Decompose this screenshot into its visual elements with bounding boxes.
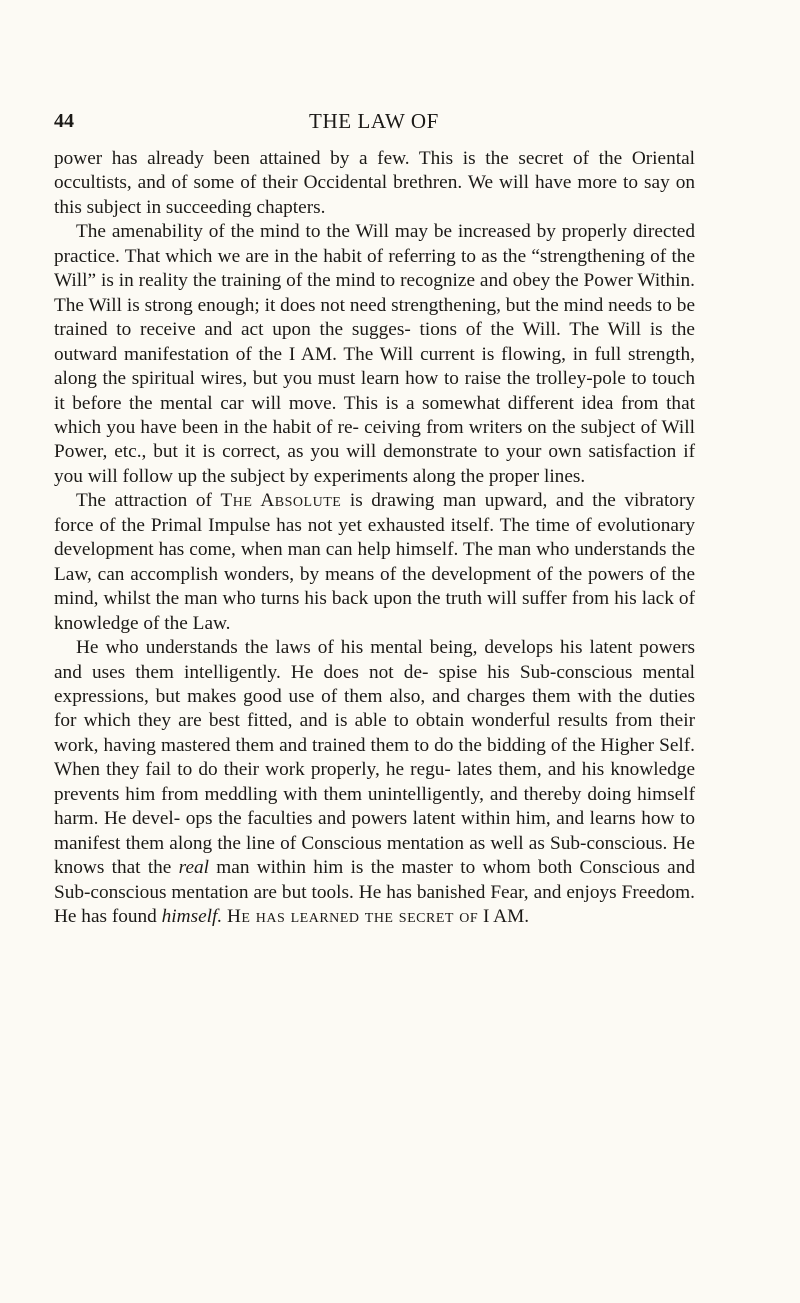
paragraph-1: power has already been attained by a few. This is the secret of the Oriental occultists, and of some of their Occidental brethren. We will have more to say on this subject in succeeding chapters. [54, 148, 695, 218]
i-am-final: I AM. [482, 906, 530, 928]
paragraph-3-text-end: is drawing man upward, and the vibratory force of the Primal Impulse has not yet exhausted itself. The time of evolutionary development has come, when man can help himself. The man who understands the Law, can accomplish wonders, by means of the development of the powers of the mind, whilst the man who turns his back upon the truth will suffer from his lack of knowledge of the Law. [54, 490, 696, 634]
paragraph-4 [54, 636, 695, 929]
real-italic: real [178, 857, 209, 879]
body-text [54, 147, 695, 930]
paragraph-4-text-start: He who understands the laws of his mental being, develops his latent powers and uses them intelligently. He does not de- spise his Sub-conscious mental expressions, but makes good use of them also, and charges them with the duties for which they are best fitted, and is able to obtain wonderful results from their work, having mastered them and trained them to do the bidding of the Higher Self. When they fail to do their work properly, he regu- lates them, and his knowledge prevents him from meddling with them unintelligently, and thereby doing himself harm. He devel- ops the faculties and powers latent within him, and learns how to manifest them along the line of Conscious mentation as well as Sub-conscious. He knows that the [54, 637, 695, 879]
running-title: THE LAW OF [309, 109, 439, 133]
page-header [54, 106, 694, 136]
page-number: 44 [54, 110, 74, 132]
paragraph-3-text-start: The attraction of [76, 490, 212, 512]
paragraph-2: The amenability of the mind to the Will may be increased by properly directed practice. That which we are in the habit of referring to as the “strengthening of the Will” is in reality the training of the mind to recognize and obey the Power Within. The Will is strong enough; it does not need strengthening, but the mind needs to be trained to receive and act upon the sugges- tions of the Will. The Will is the outward manifestation of the I AM. The Will current is flowing, in full strength, along the spiritual wires, but you must learn how to raise the trolley-pole to touch it before the mental car will move. This is a somewhat different idea from that which you have been in the habit of re- ceiving from writers on the subject of Will Power, etc., but it is correct, as you will demonstrate to your own satisfaction if you will follow up the subject by experiments along the proper lines. [54, 221, 695, 487]
paragraph-3 [54, 489, 695, 636]
the-absolute-smallcaps: The Absolute [220, 490, 342, 512]
paragraph-4-text-middle: man within him is the master to whom both Conscious and Sub-conscious mentation are but tools. He has banished Fear, and enjoys Freedom. He has found [54, 857, 695, 928]
closing-smallcaps: He has learned the secret of [227, 906, 479, 928]
himself-italic: himself. [161, 906, 223, 928]
